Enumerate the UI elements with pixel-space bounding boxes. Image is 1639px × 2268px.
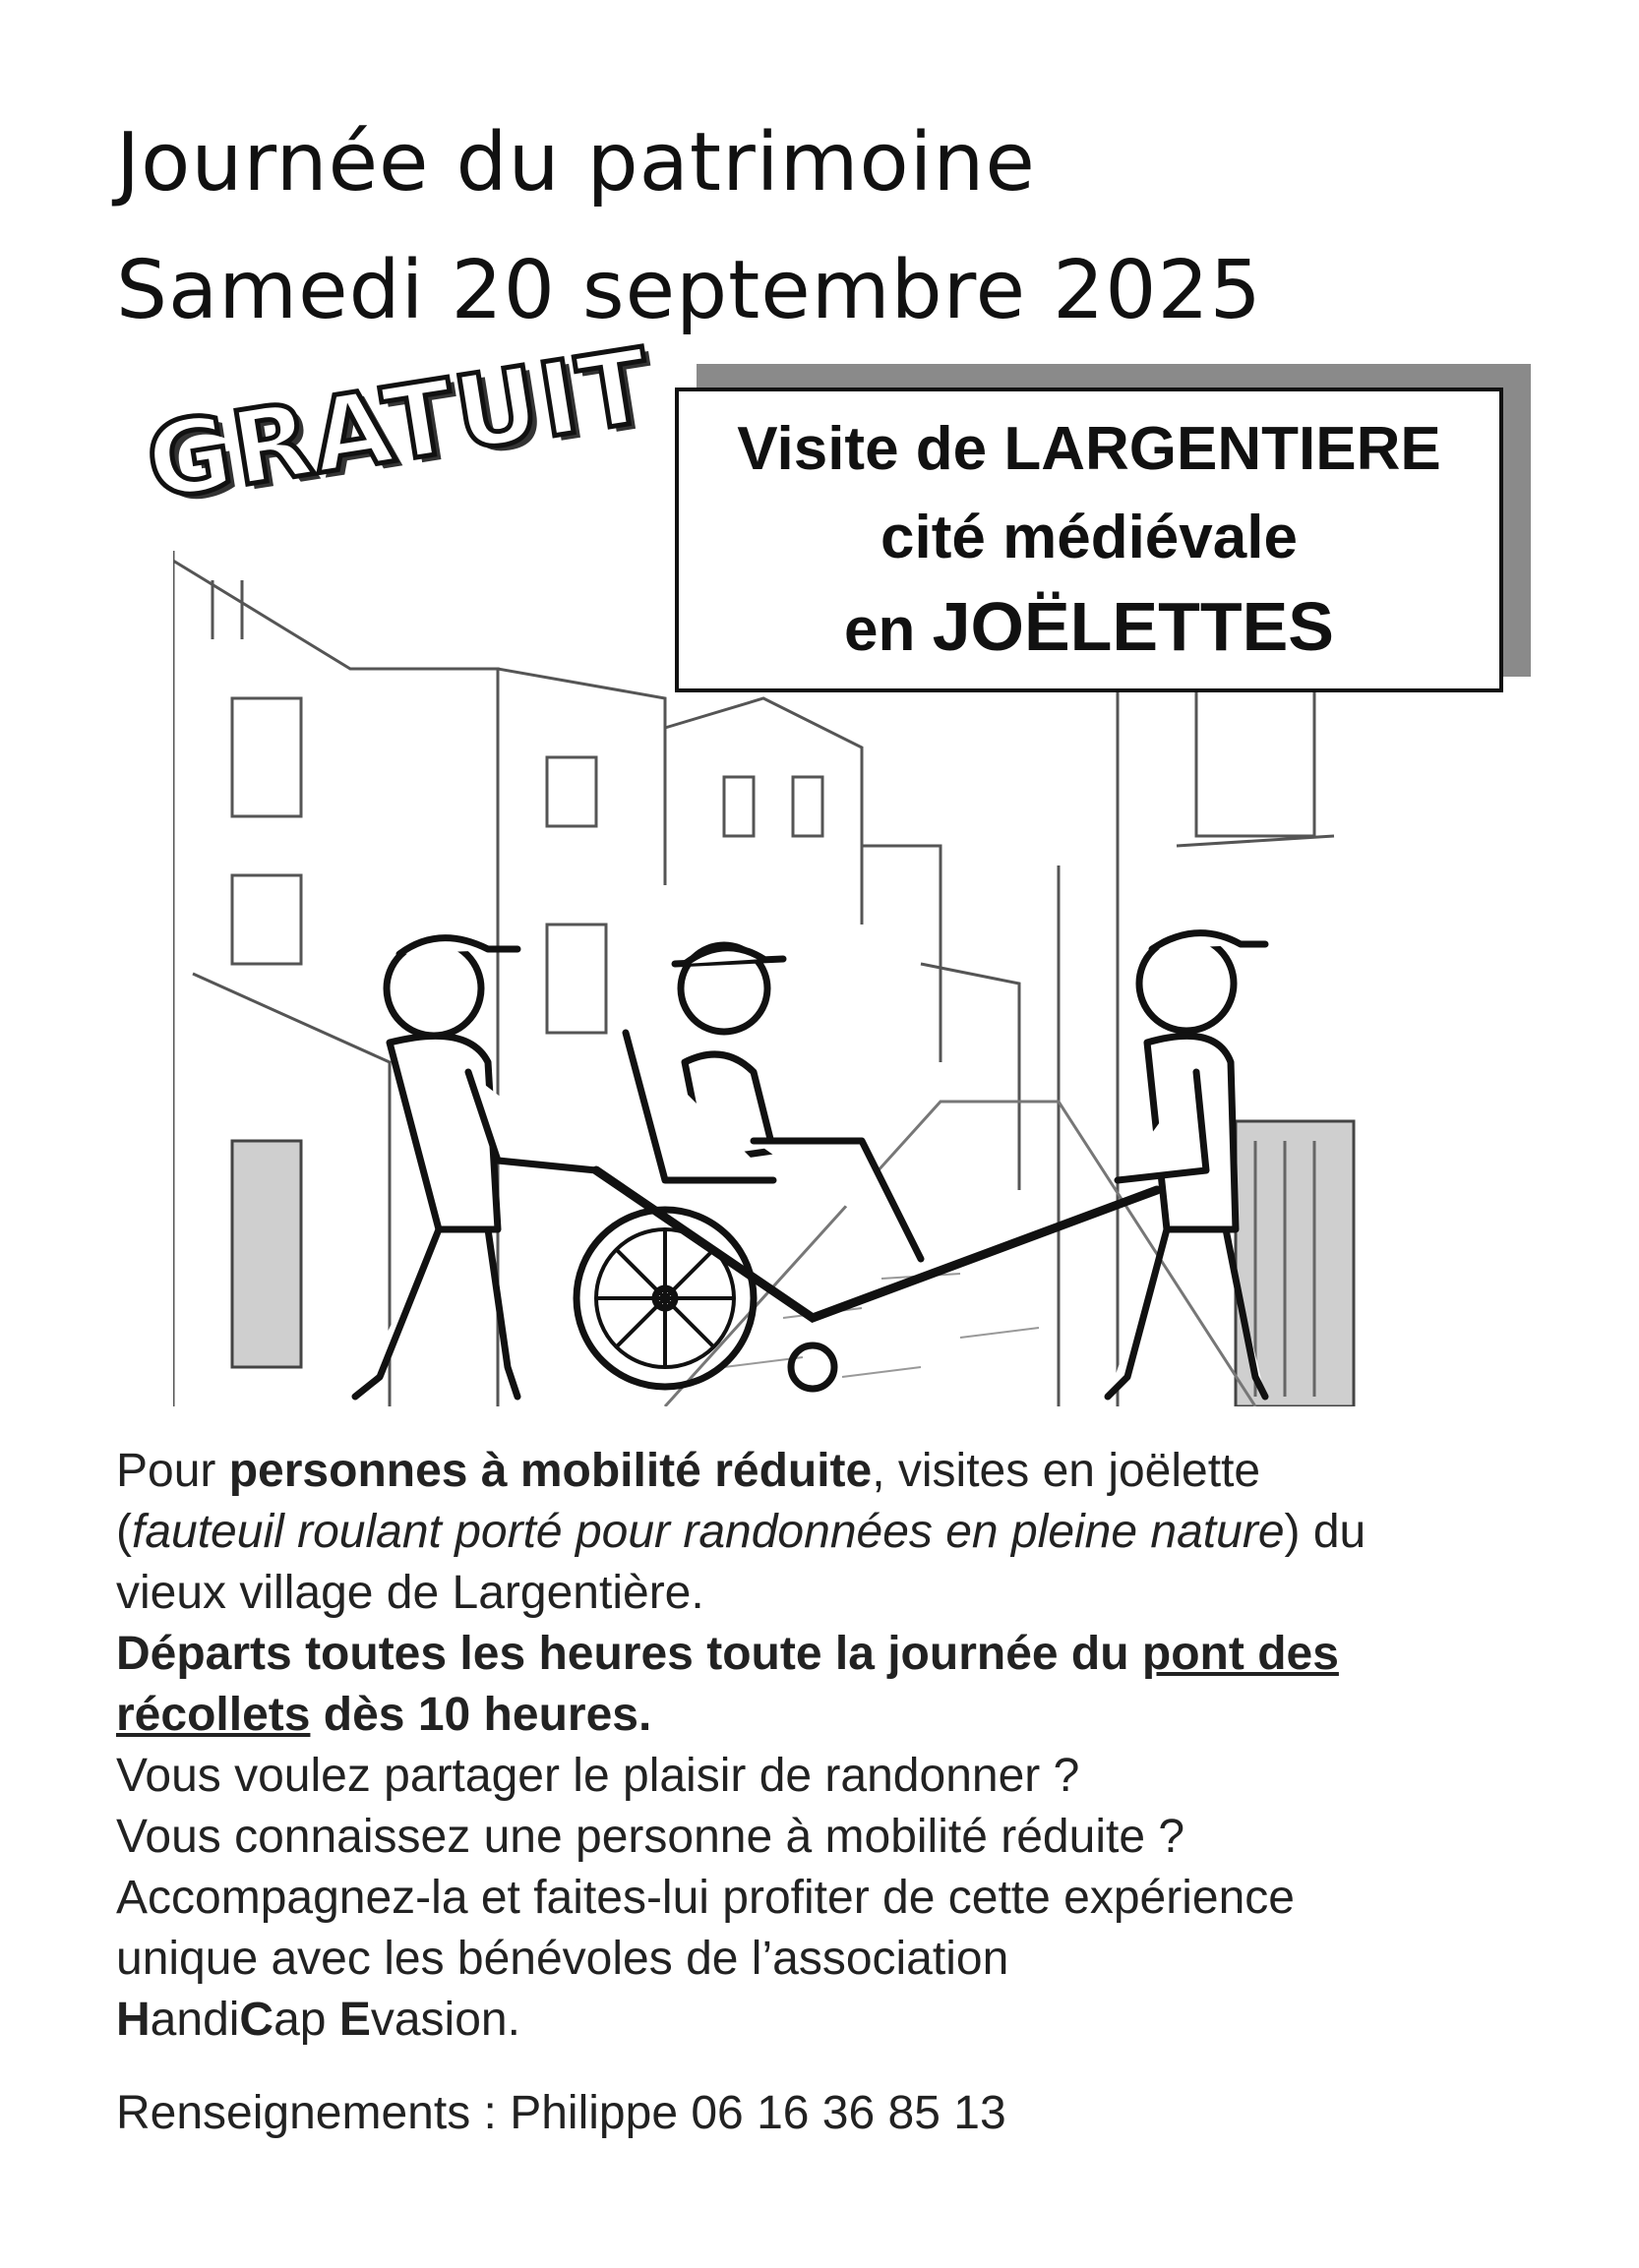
assoc-letter: H xyxy=(116,1994,151,2046)
paragraph-question-2: Vous connaissez une personne à mobilité réduite ? xyxy=(116,1811,1185,1863)
assoc-letter: E xyxy=(338,1994,371,2046)
text-span: andi xyxy=(150,1994,240,2046)
text-span: unique avec les bénévoles de l’association xyxy=(116,1933,1009,1985)
description-text xyxy=(116,1441,1572,2051)
paragraph-question-1: Vous voulez partager le plaisir de randonner ? xyxy=(116,1750,1080,1802)
paragraph-departures xyxy=(116,1624,1572,1746)
contact-line: Renseignements : Philippe 06 16 36 85 13 xyxy=(116,2087,1006,2139)
italic-span: fauteuil roulant porté pour randonnées en pleine nature xyxy=(131,1506,1285,1558)
visit-joelettes: JOËLETTES xyxy=(932,588,1334,665)
text-span: vieux village de Largentière. xyxy=(116,1567,704,1619)
event-title: Journée du patrimoine xyxy=(116,116,1036,209)
bold-span: personnes à mobilité réduite xyxy=(228,1445,873,1497)
text-span: ) du xyxy=(1284,1506,1366,1558)
event-date: Samedi 20 septembre 2025 xyxy=(116,244,1262,337)
visit-place: LARGENTIERE xyxy=(1003,415,1441,483)
underlined-span: pont des xyxy=(1141,1628,1339,1680)
assoc-letter: C xyxy=(239,1994,274,2046)
visit-info-box xyxy=(675,388,1503,692)
text-span: ( xyxy=(116,1506,132,1558)
text-span: dès 10 heures. xyxy=(310,1689,652,1741)
paragraph-invitation xyxy=(116,1868,1572,2051)
visit-en: en xyxy=(843,596,916,664)
paragraph-audience xyxy=(116,1441,1572,1624)
text-span: vasion. xyxy=(370,1994,520,2046)
text-span: Accompagnez-la et faites-lui profiter de cette expérience xyxy=(116,1872,1295,1924)
text-span: Pour xyxy=(116,1445,229,1497)
text-span: Départs toutes les heures toute la journée du xyxy=(116,1628,1142,1680)
text-span: , visites en joëlette xyxy=(872,1445,1261,1497)
free-badge: GRATUIT xyxy=(138,325,660,523)
visit-subtitle: cité médiévale xyxy=(880,504,1298,571)
visit-prefix: Visite de xyxy=(737,415,988,483)
underlined-span: récollets xyxy=(116,1689,311,1741)
text-span: ap xyxy=(273,1994,339,2046)
